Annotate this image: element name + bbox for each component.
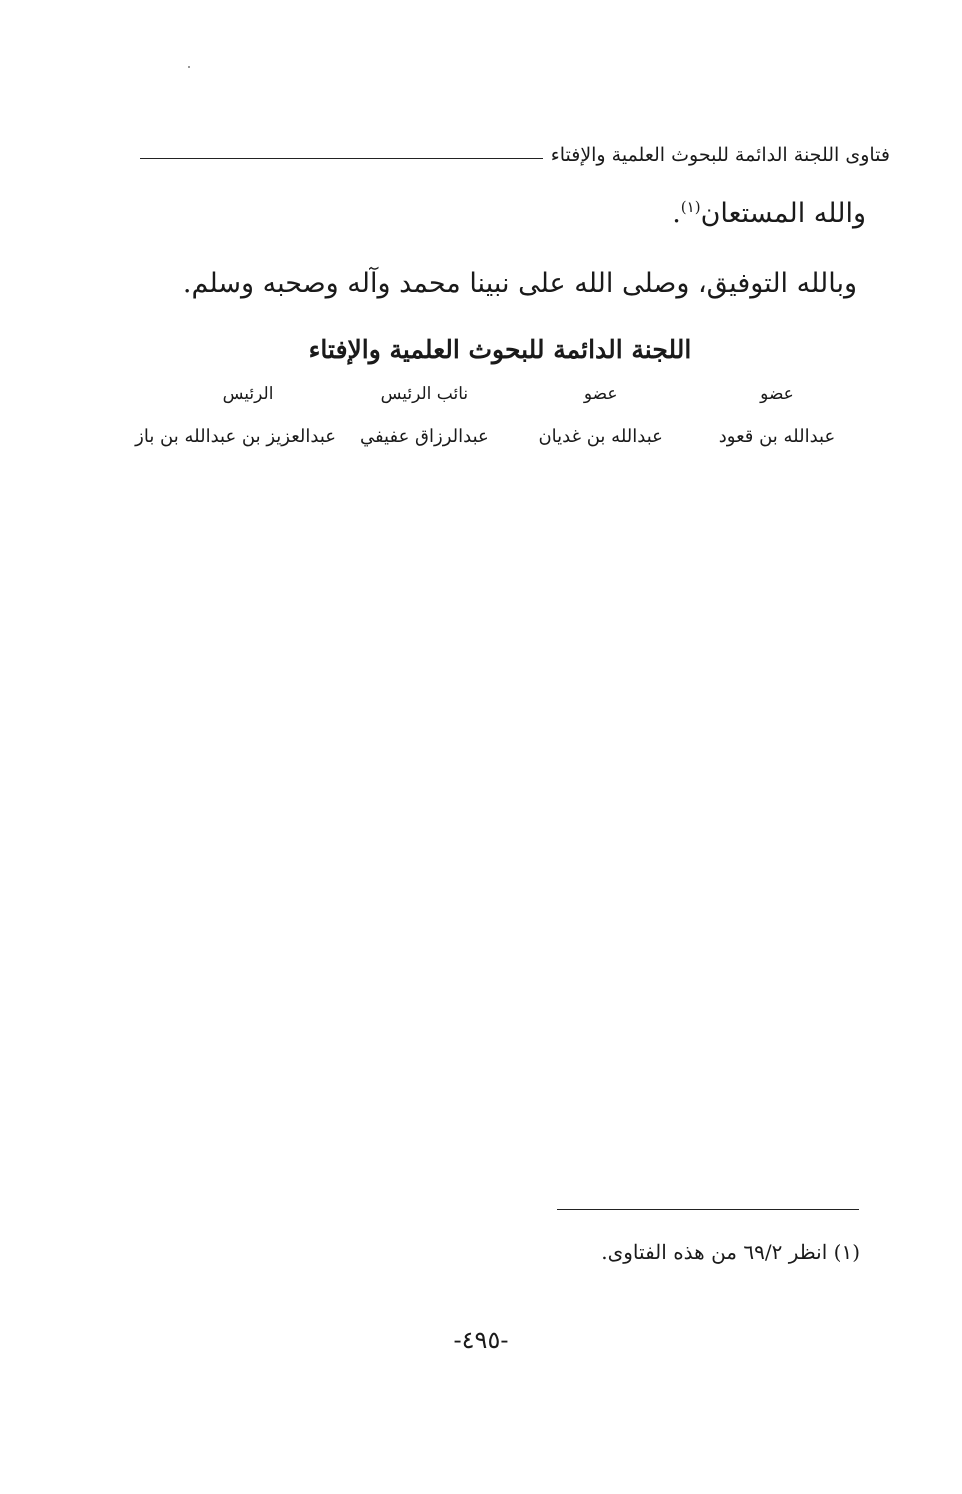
closing-period: .	[672, 198, 681, 229]
scan-speck	[188, 66, 190, 68]
committee-name: اللجنة الدائمة للبحوث العلمية والإفتاء	[308, 335, 692, 364]
page-number: -٤٩٥-	[453, 1326, 509, 1354]
signatory-roles	[160, 384, 865, 404]
signatory-role: عضو	[760, 384, 794, 404]
footnote: (١) انظر ٦٩/٢ من هذه الفتاوى.	[601, 1240, 860, 1264]
closing-line	[672, 198, 866, 229]
signatory-name: عبدالعزيز بن عبدالله بن باز	[135, 426, 337, 447]
signatory-role: عضو	[583, 384, 618, 404]
footnote-separator	[557, 1209, 859, 1210]
running-title: فتاوى اللجنة الدائمة للبحوث العلمية والإفتاء	[550, 144, 890, 166]
signatory-name: عبدالرزاق عفيفي	[359, 426, 489, 447]
blessing-line: وبالله التوفيق، وصلى الله على نبينا محمد وآله وصحبه وسلم.	[182, 268, 858, 299]
signatory-names	[135, 426, 865, 447]
signatory-role: نائب الرئيس	[380, 384, 469, 404]
signatory-role: الرئيس	[222, 384, 274, 404]
signatory-name: عبدالله بن قعود	[718, 426, 836, 447]
signatory-name: عبدالله بن غديان	[538, 426, 663, 447]
footnote-marker: (١)	[680, 198, 701, 216]
running-header	[140, 140, 890, 170]
header-rule	[140, 158, 543, 159]
closing-phrase: والله المستعان	[700, 198, 866, 229]
